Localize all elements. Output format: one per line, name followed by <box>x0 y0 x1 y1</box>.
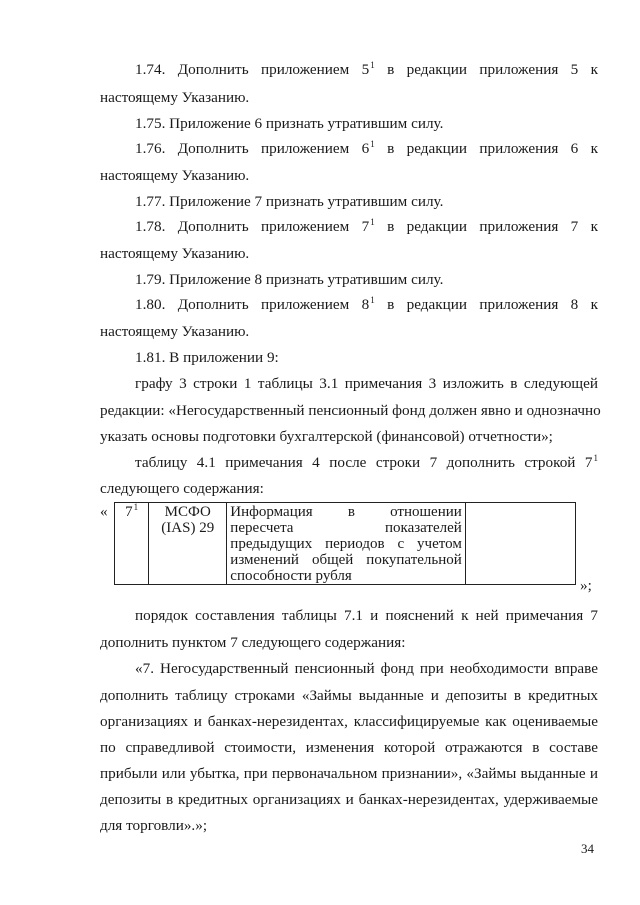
item-text-tail: в редакции приложения 8 к <box>387 296 599 313</box>
item-number: 1.74. <box>135 61 166 78</box>
table-close-quote: »; <box>580 577 592 594</box>
item-text-tail: в редакции приложения 5 к <box>387 61 599 78</box>
item-1-80-line1 <box>135 295 598 315</box>
superscript: 1 <box>370 217 375 227</box>
para-grafa-line3: указать основы подготовки бухгалтерской (финансовой) отчетности»; <box>100 428 553 445</box>
item-number: 1.80. <box>135 296 166 313</box>
item-1-79: 1.79. Приложение 8 признать утратившим силу. <box>135 271 444 288</box>
item-text-tail: в редакции приложения 7 к <box>387 218 599 235</box>
appendix-ref: $6^1$ <box>361 139 375 157</box>
item-1-74-line2: настоящему Указанию. <box>100 89 250 106</box>
para-grafa-line2: редакции: «Негосударственный пенсионный фонд должен явно и однозначно <box>100 402 601 419</box>
item-1-77: 1.77. Приложение 7 признать утратившим силу. <box>135 193 444 210</box>
para-point7-line1: «7. Негосударственный пенсионный фонд при необходимости вправе <box>135 660 598 677</box>
para-point7-line6: депозиты в кредитных организациях и банках-нерезидентах, удерживаемые <box>100 791 598 808</box>
item-text: Дополнить приложением <box>177 61 350 78</box>
standard-cell: МСФО (IAS) 29 <box>149 503 227 585</box>
superscript: 1 <box>370 60 375 70</box>
superscript: 1 <box>133 502 139 512</box>
table-open-quote: « <box>100 503 108 520</box>
para-point7-line5: прибыли или убытка, при первоначальном признании», «Займы выданные и <box>100 765 598 782</box>
appendix-ref: $7^1$ <box>361 217 375 235</box>
item-1-75: 1.75. Приложение 6 признать утратившим силу. <box>135 115 444 132</box>
item-text: Дополнить приложением <box>177 296 350 313</box>
para-point7-line7: для торговли».»; <box>100 817 208 834</box>
para-table41-line2: следующего содержания: <box>100 480 264 497</box>
table-row <box>115 503 576 585</box>
item-1-78-line2: настоящему Указанию. <box>100 245 250 262</box>
para-point7-line2: дополнить таблицу строками «Займы выданные и депозиты в кредитных <box>100 687 598 704</box>
para-table41-line1: таблицу 4.1 примечания 4 после строки 7 дополнить строкой $7^1$ <box>135 453 598 471</box>
para-point7-line4: по справедливой стоимости, изменения которой отражаются в составе <box>100 739 598 756</box>
appendix-ref: $5^1$ <box>361 60 375 78</box>
item-number: 1.76. <box>135 140 166 157</box>
item-1-74-line1 <box>135 60 598 80</box>
item-number: 1.78. <box>135 218 166 235</box>
appendix-ref: $8^1$ <box>361 295 375 313</box>
inserted-table-row <box>114 502 576 585</box>
item-text-tail: в редакции приложения 6 к <box>387 140 599 157</box>
row-number-cell: $7^1$ <box>115 503 149 585</box>
item-1-76-line2: настоящему Указанию. <box>100 167 250 184</box>
superscript: 1 <box>370 295 375 305</box>
item-text: Дополнить приложением <box>177 140 350 157</box>
item-1-80-line2: настоящему Указанию. <box>100 323 250 340</box>
superscript: 1 <box>593 453 598 463</box>
description-cell: Информация в отношении пересчета показателей предыдущих периодов с учетом изменений общей покупательной способности рубля <box>227 503 466 585</box>
superscript: 1 <box>370 139 375 149</box>
para-grafa-line1: графу 3 строки 1 таблицы 3.1 примечания 3 изложить в следующей <box>135 375 598 392</box>
item-1-78-line1 <box>135 217 598 237</box>
empty-cell <box>465 503 575 585</box>
para-order-line1: порядок составления таблицы 7.1 и пояснений к ней примечания 7 <box>135 607 598 624</box>
para-order-line2: дополнить пунктом 7 следующего содержания: <box>100 634 406 651</box>
item-1-81: 1.81. В приложении 9: <box>135 349 279 366</box>
para-point7-line3: организациях и банках-нерезидентах, классифицируемые как оцениваемые <box>100 713 598 730</box>
item-1-76-line1 <box>135 139 598 159</box>
page-number: 34 <box>581 841 594 856</box>
item-text: Дополнить приложением <box>177 218 350 235</box>
